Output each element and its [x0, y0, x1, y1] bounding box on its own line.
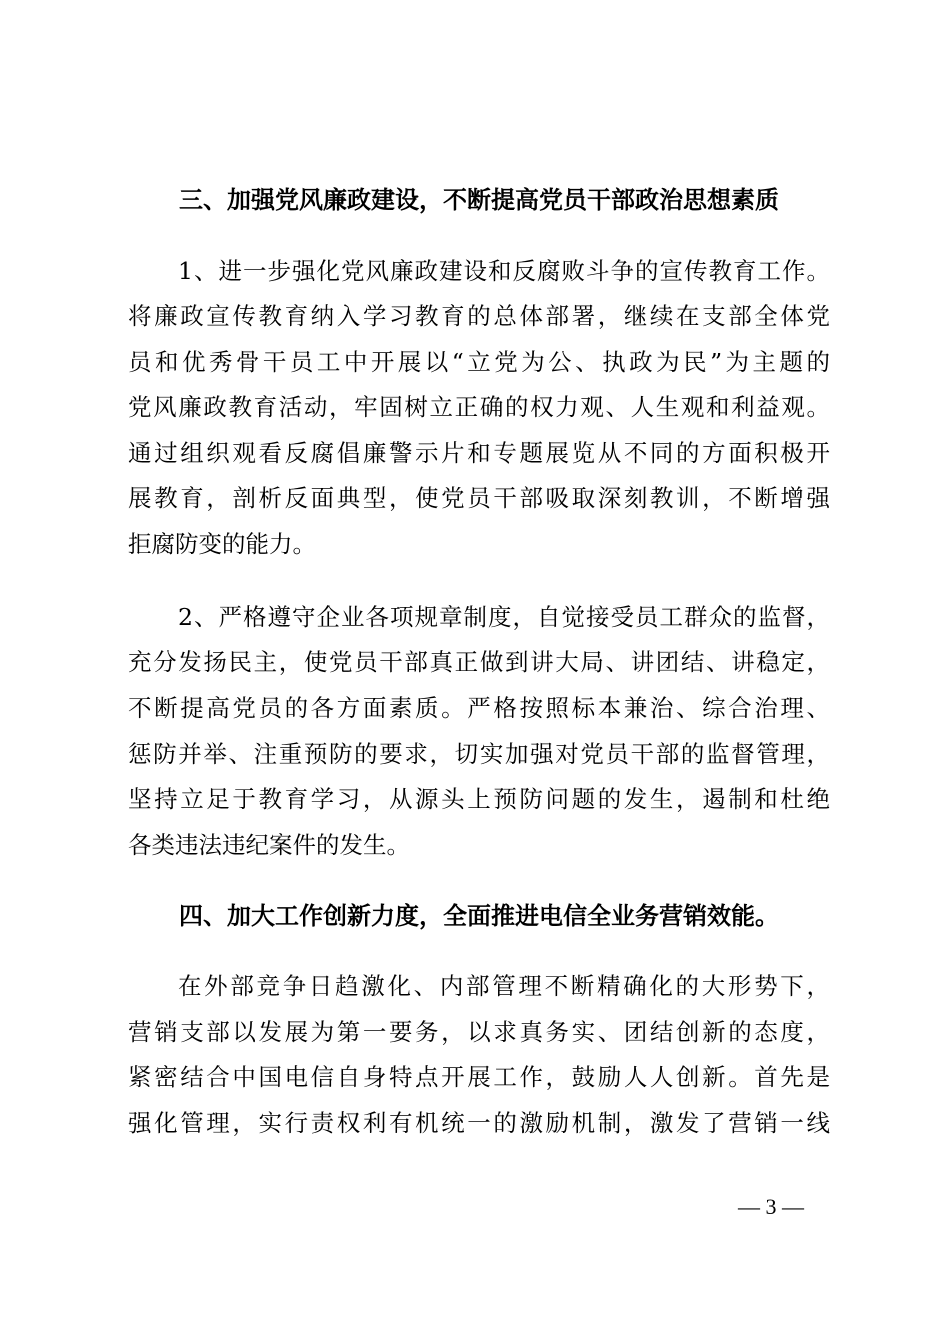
- paragraph-line: 坚持立足于教育学习，从源头上预防问题的发生，遏制和杜绝: [128, 785, 830, 813]
- paragraph-line: 充分发扬民主，使党员干部真正做到讲大局、讲团结、讲稳定，: [128, 648, 830, 676]
- paragraph-line: 惩防并举、注重预防的要求，切实加强对党员干部的监督管理，: [128, 740, 830, 768]
- paragraph-line: 2、严格遵守企业各项规章制度，自觉接受员工群众的监督，: [178, 603, 830, 631]
- paragraph-line: 紧密结合中国电信自身特点开展工作，鼓励人人创新。首先是: [128, 1063, 830, 1091]
- paragraph-line: 展教育，剖析反面典型，使党员干部吸取深刻教训，不断增强: [128, 484, 830, 512]
- paragraph-line: 不断提高党员的各方面素质。严格按照标本兼治、综合治理、: [128, 694, 830, 722]
- section-heading-3: 三、加强党风廉政建设，不断提高党员干部政治思想素质: [179, 186, 779, 214]
- page-number: — 3 —: [738, 1194, 804, 1219]
- paragraph-line: 强化管理，实行责权利有机统一的激励机制，激发了营销一线: [128, 1109, 830, 1137]
- paragraph-line: 员和优秀骨干员工中开展以“立党为公、执政为民”为主题的: [128, 348, 830, 376]
- paragraph-line: 1、进一步强化党风廉政建设和反腐败斗争的宣传教育工作。: [178, 257, 830, 285]
- paragraph-line: 各类违法违纪案件的发生。: [128, 831, 410, 859]
- section-heading-4: 四、加大工作创新力度，全面推进电信全业务营销效能。: [179, 902, 779, 930]
- paragraph-line: 拒腐防变的能力。: [128, 530, 316, 558]
- paragraph-line: 在外部竞争日趋激化、内部管理不断精确化的大形势下，: [178, 972, 830, 1000]
- paragraph-line: 将廉政宣传教育纳入学习教育的总体部署，继续在支部全体党: [128, 302, 830, 330]
- paragraph-line: 党风廉政教育活动，牢固树立正确的权力观、人生观和利益观。: [128, 393, 830, 421]
- paragraph-line: 通过组织观看反腐倡廉警示片和专题展览从不同的方面积极开: [128, 439, 830, 467]
- paragraph-line: 营销支部以发展为第一要务，以求真务实、团结创新的态度，: [128, 1018, 830, 1046]
